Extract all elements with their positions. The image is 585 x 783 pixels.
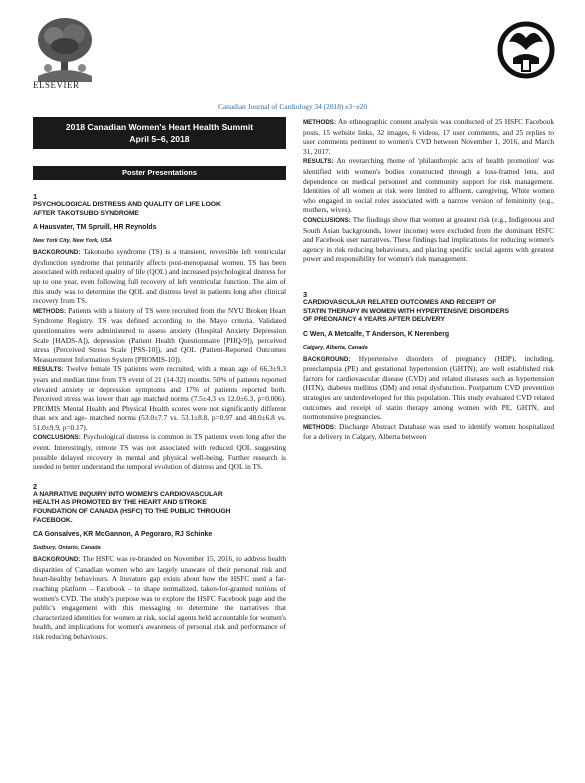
abstract-2 [33,482,286,642]
abstract-number: 3 [303,289,308,299]
section-heading: CONCLUSIONS: [303,216,351,224]
abstract-paragraph [33,364,286,432]
abstract-affiliation: New York City, New York, USA [33,238,112,245]
section-text: An ethnographic content analysis was conducted of 25 HSFC Facebook posts, 15 website links, 32 images, 6 videos, 17 user comments, and 25 replies to user comments pertinent to women's CVD between November 1, 2016, and March 31, 2017. [303,117,554,156]
abstract-2-continued [303,117,554,264]
abstract-paragraph [303,354,554,422]
section-text: An overarching theme of 'philanthropic acts of health promotion' was identified with women's bodies constructed through a loss-framed lens, and dependence on medical personnel and community support for risk management. Identities of all women at risk were limited to affluent, caregiving, White women who engaged in social roles associated with a narrow version of femininity (e.g., mothers, wives). [303,156,554,215]
abstract-authors: A Hausvater, TM Spruill, HR Reynolds [33,224,157,232]
abstract-paragraph [303,422,554,442]
abstract-title: A NARRATIVE INQUIRY INTO WOMEN'S CARDIOVASCULAR HEALTH AS PROMOTED BY THE HEART AND STROKE FOUNDATION OF CANADA (HSFC) TO THE PUBLIC THROUGH FACEBOOK. [33,490,231,524]
abstract-paragraph [33,306,286,365]
left-column [33,117,286,642]
section-heading: METHODS: [303,119,336,126]
section-heading: BACKGROUND: [33,556,81,564]
section-heading: RESULTS: [303,158,334,166]
abstract-paragraph [33,247,286,306]
section-heading: RESULTS: [33,366,64,374]
abstract-paragraph [33,554,286,641]
abstract-authors: CA Gonsalves, KR McGannon, A Pegoraro, RJ Schinke [33,531,213,539]
section-text: Takotsubo syndrome (TS) is a transient, reversible left ventricular dysfunction syndrome that primarily affects post-menopausal women. TS has been associated with reduced quality of life (QOL) and increased psychological distress for up to one year, even following full recovery of left ventricular function. The aim of this study was to determine the QOL and distress level in patients long after clinical recovery from TS. [33,247,286,306]
abstract-3 [303,290,554,442]
banner-date: April 5–6, 2018 [129,134,190,144]
abstract-paragraph [303,156,554,215]
section-text: Discharge Abstract Database was used to identify women hospitalized for a delivery in Calgary, Alberta between [303,421,554,442]
abstract-paragraph [303,117,554,156]
section-label: Poster Presentations [33,166,286,180]
section-text: Hypertensive disorders of pregnancy (HDP), including, preeclampsia (PE) and gestational hypertension (GHTN), are well established risk factors for cardiovascular disease (CVD) and related diseases such as hypertension (HTN), diabetes mellitus (DM) and renal dysfunction. Postpartum CVD prevention strategies are underdeveloped for this population. This study evaluated CVD related outcomes and receipt of statin therapy among women with PE, GHTN, and normotensive pregnancies. [303,353,554,422]
section-heading: METHODS: [33,307,66,315]
summit-banner [33,117,286,149]
abstract-1 [33,192,286,472]
section-text: The HSFC was re-branded on November 15, 2016, to address health disparities of Canadian women who are largely unaware of their personal risk and heart-healthy behaviours. A literature gap exists about how the HSFC used a far-reaching platform – Facebook – to shape normalized, taken-for-granted notions of women's CVD. The study's purpose was to explore the HSFC Facebook page and the public's engagement with this messaging to determine the narratives that characterized identities for women at risk, social agents held accountable for women's health, and implications for women's awareness of personal risk and performance of risk reducing behaviours. [33,554,286,641]
abstract-title: CARDIOVASCULAR RELATED OUTCOMES AND RECEIPT OF STATIN THERAPY IN WOMEN WITH HYPERTENSIVE DISORDERS OF PREGNANCY 4 YEARS AFTER DELIVERY [303,298,509,324]
banner-title: 2018 Canadian Women's Heart Health Summit [65,122,254,132]
publisher-name: ELSEVIER [33,80,80,90]
journal-logo [497,20,555,80]
abstract-paragraph [33,432,286,471]
right-column [303,117,554,442]
section-text: Twelve female TS patients were recruited, with a mean age of 66.3±9.3 years and median time from TS event of 21 (14-32) months. 50% of patients reported elevated anxiety or depression symptoms and 17% of patients reported both. Perceived stress was lower than age matched norms (7.5±4.3 vs 12.0±6.3, p=0.006). PROMIS Mental Health and Physical Health scores were not significantly different than sex and age- matched norms (53.0±7.7 vs. 53.1±8.8, p=0.97 and 48.0±6.8 vs. 51.0±9.9, p=0.17). [33,364,286,432]
abstract-authors: C Wen, A Metcalfe, T Anderson, K Nerenberg [303,330,450,338]
abstract-affiliation: Sudbury, Ontario, Canada [33,545,101,552]
section-heading: CONCLUSIONS: [33,434,81,442]
section-text: Patients with a history of TS were recruited from the NYU Broken Heart Syndrome Registry. TS was defined according to the Mayo criteria. Validated questionnaires were administered to assess anxiety (Hospital Anxiety Depression Scale [HADS-A]), depression (Patient Health Questionnaire [PHQ-9]), perceived stress (Perceived Stress Scale [PSS-10]), and QOL (Patient-Reported Outcomes Measurement Information System [PROMIS-10]). [33,305,286,364]
abstract-number: 2 [33,481,38,491]
section-heading: METHODS: [303,423,336,431]
elsevier-tree-logo [34,16,96,82]
section-heading: BACKGROUND: [33,249,81,257]
abstract-number: 1 [33,192,38,201]
abstract-title: PSYCHOLOGICAL DISTRESS AND QUALITY OF LIFE LOOK AFTER TAKOTSUBO SYNDROME [33,201,221,217]
section-heading: BACKGROUND: [303,355,351,363]
abstract-affiliation: Calgary, Alberta, Canada [303,344,368,351]
section-text: Psychological distress is common in TS patients even long after the event. Interestingly, remote TS was not associated with reduced QOL suggesting possible delayed recovery in mental and physical well-being. Further research is needed to better understand the temporal evolution of distress and QOL in TS. [33,432,286,472]
abstract-paragraph [303,215,554,264]
section-text: The findings show that women at greatest risk (e.g., Indigenous and South Asian backgrounds, lower income) were excluded from the dominant HSFC and Facebook user narratives. These findings had implications for reducing women's agency in risk reducing behaviours, and placing specific social agents with greatest power and responsibility for women's risk management. [303,214,554,264]
journal-citation: Canadian Journal of Cardiology 34 (2018) e3−e20 [217,102,368,111]
